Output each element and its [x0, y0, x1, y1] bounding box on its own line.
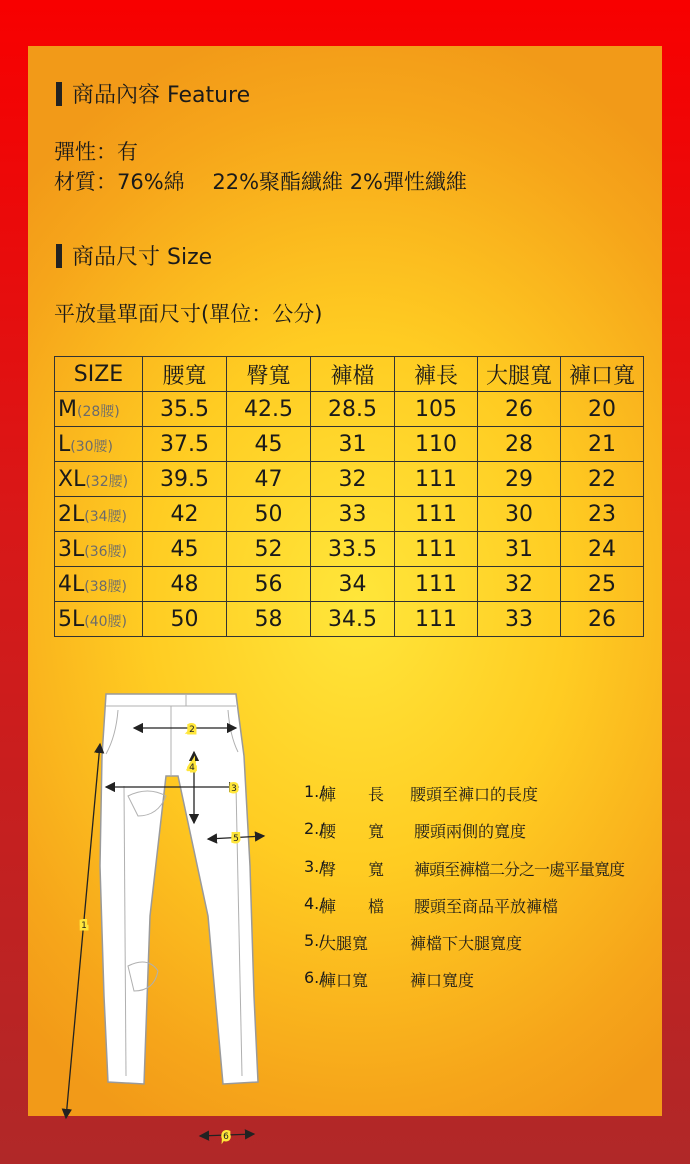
legend-desc: 褲檔下大腿寬度 — [410, 934, 523, 953]
table-row — [55, 392, 644, 427]
measurement-cell: 23 — [561, 497, 644, 532]
measurement-cell: 50 — [143, 602, 227, 637]
legend-desc: 腰頭兩側的寬度 — [414, 822, 527, 841]
measurement-cell: 33 — [478, 602, 561, 637]
table-row — [55, 427, 644, 462]
measurement-cell: 39.5 — [143, 462, 227, 497]
measurement-cell: 111 — [395, 497, 478, 532]
legend-term: 臀 寬 — [320, 860, 385, 879]
measurement-cell: 34.5 — [311, 602, 395, 637]
measurement-cell: 29 — [478, 462, 561, 497]
table-row — [55, 497, 644, 532]
size-cell — [55, 462, 143, 497]
heading-bar — [56, 82, 62, 106]
measurement-cell: 31 — [478, 532, 561, 567]
pants-outline — [100, 694, 258, 1084]
feature-heading — [56, 78, 250, 109]
size-label: 5L — [58, 606, 85, 632]
table-row — [55, 567, 644, 602]
dim-label-1: 1 — [81, 921, 87, 931]
measurement-cell: 35.5 — [143, 392, 227, 427]
header-length: 褲長 — [395, 357, 478, 392]
waist-size-label: (38腰) — [84, 578, 128, 595]
dim-label-3: 3 — [231, 784, 237, 794]
measurement-cell: 56 — [227, 567, 311, 602]
measurement-cell: 33.5 — [311, 532, 395, 567]
measurement-cell: 111 — [395, 567, 478, 602]
header-hip-width: 臀寬 — [227, 357, 311, 392]
measurement-cell: 20 — [561, 392, 644, 427]
size-cell — [55, 497, 143, 532]
feature-heading-text: 商品內容 Feature — [72, 83, 251, 108]
size-label: XL — [58, 466, 86, 492]
pants-diagram — [58, 666, 288, 1142]
size-cell — [55, 567, 143, 602]
table-row — [55, 532, 644, 567]
legend-desc: 褲口寬度 — [410, 971, 475, 990]
header-rise: 褲檔 — [311, 357, 395, 392]
measurement-cell: 42.5 — [227, 392, 311, 427]
legend-term: 褲 長 — [320, 785, 385, 804]
measurement-cell: 33 — [311, 497, 395, 532]
table-row — [55, 602, 644, 637]
legend-num: 5./ — [304, 931, 325, 950]
measurement-cell: 111 — [395, 602, 478, 637]
legend-num: 4./ — [304, 894, 325, 913]
size-heading — [56, 240, 212, 271]
measurement-cell: 111 — [395, 462, 478, 497]
waist-size-label: (34腰) — [84, 508, 128, 525]
measurement-cell: 52 — [227, 532, 311, 567]
measurement-cell: 47 — [227, 462, 311, 497]
size-label: 2L — [58, 501, 85, 527]
size-table — [54, 356, 644, 637]
waist-size-label: (40腰) — [84, 613, 128, 630]
legend-num: 3./ — [304, 857, 325, 876]
measurement-cell: 24 — [561, 532, 644, 567]
legend-term: 褲口寬 — [320, 971, 369, 990]
legend-term: 大腿寬 — [320, 934, 369, 953]
legend-num: 2./ — [304, 819, 325, 838]
material-line: 材質：76%綿 22%聚酯纖維 2%彈性纖維 — [54, 170, 468, 194]
heading-bar — [56, 244, 62, 268]
size-label: M — [58, 396, 77, 422]
measurement-cell: 110 — [395, 427, 478, 462]
legend-desc: 腰頭至商品平放褲檔 — [414, 897, 559, 916]
size-label: 3L — [58, 536, 85, 562]
content-panel — [28, 46, 662, 1142]
size-cell — [55, 392, 143, 427]
measurement-cell: 105 — [395, 392, 478, 427]
measurement-cell: 32 — [311, 462, 395, 497]
size-cell — [55, 532, 143, 567]
waist-size-label: (36腰) — [84, 543, 128, 560]
waist-size-label: (30腰) — [70, 438, 114, 455]
size-label: 4L — [58, 571, 85, 597]
measurement-cell: 58 — [227, 602, 311, 637]
elastic-line: 彈性：有 — [54, 140, 138, 164]
dim-label-5: 5 — [233, 834, 239, 844]
legend-desc: 褲頭至褲檔二分之一處平量寬度 — [414, 860, 625, 879]
measurement-cell: 26 — [478, 392, 561, 427]
measurement-cell: 28 — [478, 427, 561, 462]
waist-size-label: (32腰) — [85, 473, 129, 490]
size-cell — [55, 602, 143, 637]
header-waist-width: 腰寬 — [143, 357, 227, 392]
measurement-cell: 45 — [227, 427, 311, 462]
header-hem-width: 褲口寬 — [561, 357, 644, 392]
measurement-cell: 22 — [561, 462, 644, 497]
measurement-cell: 26 — [561, 602, 644, 637]
measurement-cell: 34 — [311, 567, 395, 602]
measurement-cell: 42 — [143, 497, 227, 532]
measurement-cell: 21 — [561, 427, 644, 462]
waist-size-label: (28腰) — [76, 403, 120, 420]
measurement-cell: 30 — [478, 497, 561, 532]
measurement-cell: 32 — [478, 567, 561, 602]
measurement-cell: 111 — [395, 532, 478, 567]
header-thigh-width: 大腿寬 — [478, 357, 561, 392]
legend-desc: 腰頭至褲口的長度 — [410, 785, 539, 804]
dim-label-2: 2 — [189, 725, 195, 735]
legend-term: 褲 檔 — [320, 897, 385, 916]
legend-term: 腰 寬 — [320, 822, 385, 841]
measurement-cell: 50 — [227, 497, 311, 532]
dim-label-4: 4 — [189, 763, 195, 773]
measurement-cell: 48 — [143, 567, 227, 602]
table-row — [55, 462, 644, 497]
size-cell — [55, 427, 143, 462]
header-size: SIZE — [55, 357, 143, 392]
legend-num: 1./ — [304, 782, 325, 801]
measurement-cell: 37.5 — [143, 427, 227, 462]
unit-note: 平放量單面尺寸(單位：公分) — [54, 302, 323, 326]
table-header-row — [55, 357, 644, 392]
measurement-cell: 45 — [143, 532, 227, 567]
measurement-cell: 25 — [561, 567, 644, 602]
measurement-cell: 31 — [311, 427, 395, 462]
measurement-cell: 28.5 — [311, 392, 395, 427]
size-label: L — [58, 431, 71, 457]
size-heading-text: 商品尺寸 Size — [72, 245, 213, 270]
legend-num: 6./ — [304, 968, 325, 987]
dim-label-6: 6 — [223, 1132, 229, 1142]
